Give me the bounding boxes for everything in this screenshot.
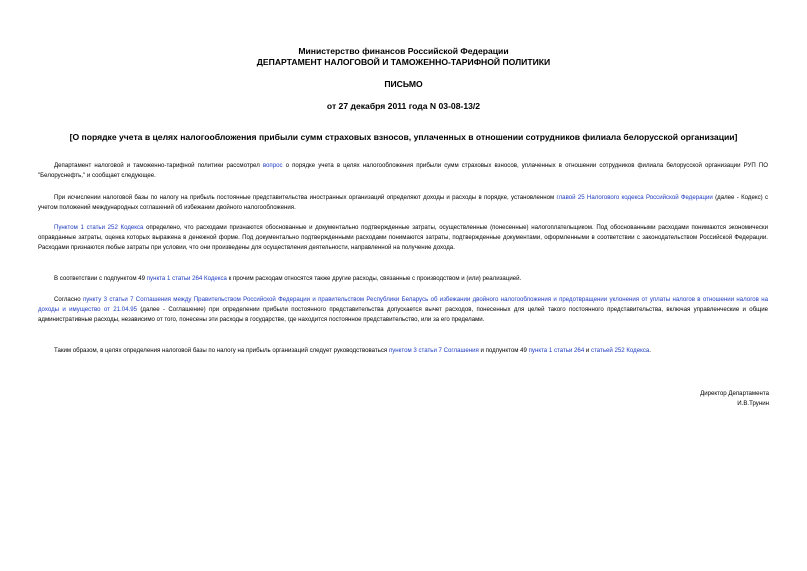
paragraph-text: к прочим расходам относятся также другие расходы, связанные с производством и (или) реализацией.	[226, 275, 522, 282]
link-article-252[interactable]: статьей 252 Кодекса	[591, 347, 650, 354]
paragraph-5	[38, 295, 768, 326]
paragraph-text: (далее - Кодекс) с учетом положений международных соглашений об избежании двойного налогообложения.	[38, 194, 768, 212]
paragraph-text: о порядке учета в целях налогообложения прибыли сумм страховых взносов, уплаченных в отношении сотрудников филиала белорусской организации РУП ПО "Белоруснефть," и сообщает следующее.	[38, 162, 768, 180]
signature-position: Директор Департамента	[700, 390, 769, 397]
document-date-number: от 27 декабря 2011 года N 03-08-13/2	[326, 101, 481, 111]
link-tax-code-chapter-25[interactable]: главой 25 Налогового кодекса Российской Федерации	[556, 194, 713, 201]
document-type: ПИСЬМО	[384, 79, 423, 89]
link-agreement-point-3[interactable]: пунктом 3 статьи 7 Соглашения	[388, 347, 479, 354]
paragraph-text: При исчислении налоговой базы по налогу на прибыль постоянные представительства иностранных организаций определяют доходы и расходы в порядке, установленном	[54, 194, 557, 201]
paragraph-text: Таким образом, в целях определения налоговой базы по налогу на прибыль организаций следует руководствоваться	[54, 347, 389, 354]
link-article-264[interactable]: пункта 1 статьи 264	[528, 347, 585, 354]
ministry-title: Министерство финансов Российской Федерации	[298, 46, 509, 56]
paragraph-text: .	[649, 347, 651, 354]
department-title: ДЕПАРТАМЕНТ НАЛОГОВОЙ И ТАМОЖЕННО-ТАРИФНОЙ ПОЛИТИКИ	[256, 57, 551, 67]
document-subject: [О порядке учета в целях налогообложения прибыли сумм страховых взносов, уплаченных в отношении сотрудников филиала белорусской организации]	[69, 132, 738, 142]
paragraph-text: Департамент налоговой и таможенно-тарифной политики рассмотрел	[54, 162, 263, 169]
link-question[interactable]: вопрос	[262, 162, 283, 169]
link-agreement-article-7[interactable]: пункту 3 статьи 7 Соглашения между Правительством Российской Федерации и правительством Республики Беларусь об избежании двойного налогообложения и предотвращении уклонения от уплаты налогов в отношении налогов на доходы и имущество от 21.04.95	[38, 296, 768, 314]
paragraph-1	[38, 161, 768, 181]
paragraph-text: Согласно	[54, 296, 83, 303]
paragraph-6	[38, 346, 768, 356]
paragraph-text: определено, что расходами признаются обоснованные и документально подтвержденные затраты, осуществленные (понесенные) налогоплательщиком. Под обоснованными расходами понимаются экономически оправданные затраты, оценка которых выражена в денежной форме. Под документально подтвержденными расходами понимаются затраты, подтвержденные документами, оформленными в соответствии с законодательством Российской Федерации. Расходами признаются любые затраты при условии, что они произведены для осуществления деятельности, направленной на получение дохода.	[38, 224, 768, 252]
link-article-264-point-1[interactable]: пункта 1 статьи 264 Кодекса	[146, 275, 227, 282]
paragraph-4	[38, 274, 768, 284]
paragraph-text: (далее - Соглашение) при определении прибыли постоянного представительства допускается вычет расходов, понесенных для целей такого постоянного представительства, включая управленческие и общие административные расходы, независимо от того, понесены эти расходы в государстве, где находится постоянное представительство, или за его пределами.	[38, 306, 768, 324]
paragraph-2	[38, 193, 768, 213]
paragraph-3	[38, 223, 768, 254]
paragraph-text: и	[584, 347, 592, 354]
signature-name: И.В.Трунин	[737, 400, 769, 407]
paragraph-text: и подпунктом 49	[478, 347, 529, 354]
paragraph-text: В соответствии с подпунктом 49	[54, 275, 147, 282]
link-article-252-point-1[interactable]: Пунктом 1 статьи 252 Кодекса	[54, 224, 144, 231]
